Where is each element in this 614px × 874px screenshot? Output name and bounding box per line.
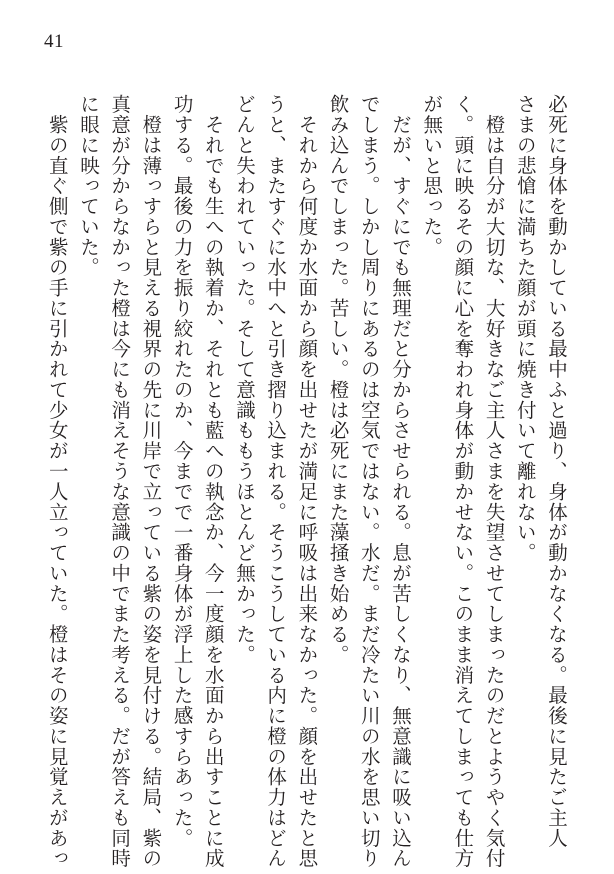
text-line: さまの悲愴に満ちた顔が頭に焼き付いて離れない。: [513, 94, 537, 563]
text-line: く。頭に映るその顔に心を奪われ身体が動かせない。このまま消えてしまっても仕方: [451, 94, 475, 869]
vertical-text-body: [42, 94, 572, 874]
text-line: どんと失われていった。そして意識ももうほとんど無かった。: [232, 94, 256, 665]
page-number: 41: [44, 31, 64, 52]
text-line: 飲み込んでしまった。苦しい。橙は必死にまた藻掻き始める。: [326, 94, 350, 665]
text-line: 必死に身体を動かしている最中ふと過り、身体が動かなくなる。最後に見たご主人: [545, 94, 568, 849]
text-line: それから何度か水面から顔を出せたが満足に呼吸は出来なかった。顔を出せたと思: [295, 94, 319, 869]
text-line: 橙は自分が大切な、大好きなご主人さまを失望させてしまったのだとようやく気付: [482, 94, 506, 869]
text-line: うと、またすぐに水中へと引き摺り込まれる。そうこうしている内に橙の体力はどん: [264, 94, 288, 869]
text-line: 功する。最後の力を振り絞れたのか、今までで一番身体が浮上した感すらあった。: [170, 94, 194, 849]
text-line: 橙は薄っすらと見える視界の先に川岸で立っている紫の姿を見付ける。結局、紫の: [139, 94, 163, 869]
text-line: が無いと思った。: [420, 94, 444, 258]
text-line: に眼に映っていた。: [76, 94, 100, 278]
text-line: それでも生への執着か、それとも藍への執念か、今一度顔を水面から出すことに成: [201, 94, 225, 869]
text-line: だが、すぐにでも無理だと分からさせられる。息が苦しくなり、無意識に吸い込ん: [388, 94, 412, 869]
text-line: 紫の直ぐ側で紫の手に引かれて少女が一人立っていた。橙はその姿に見覚えがあっ: [45, 94, 69, 869]
text-line: でしまう。しかし周りにあるのは空気ではない。水だ。まだ冷たい川の水を思い切り: [357, 94, 381, 869]
text-line: 真意が分からなかった橙は今にも消えそうな意識の中でまた考える。だが答えも同時: [108, 94, 132, 869]
